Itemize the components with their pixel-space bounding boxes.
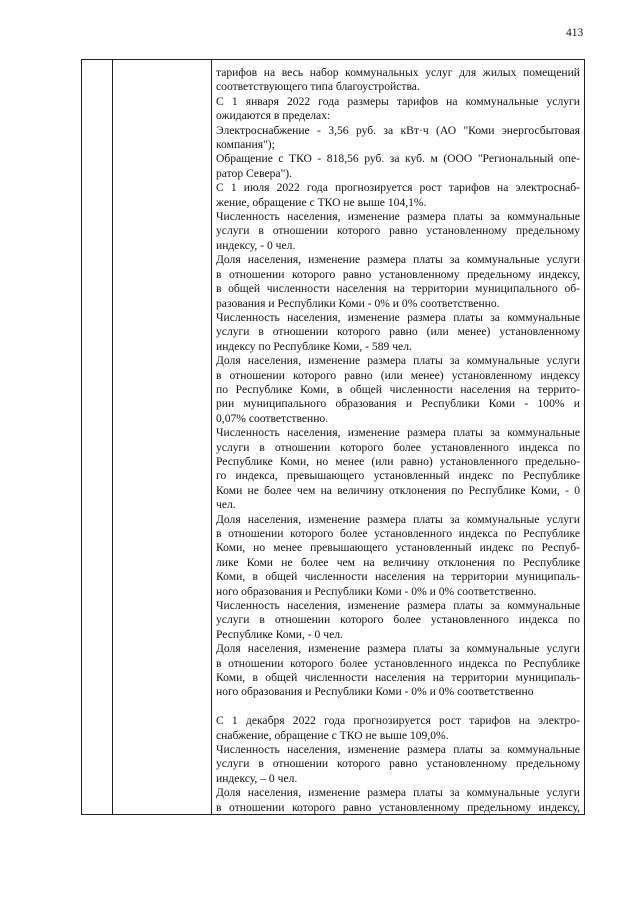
text-line: услуги в отношении которого более установленного индекса по <box>216 440 580 454</box>
text-line: Доля населения, изменение размера платы за коммунальные услуги <box>216 253 580 267</box>
blank-line <box>216 700 580 714</box>
text-line: в отношении которого более установленного индекса по Республике <box>216 656 580 670</box>
text-line: ного образования и Республики Коми - 0% и 0% соответственно <box>216 685 534 699</box>
page-number: 413 <box>566 27 584 39</box>
text-line: соответствующего типа благоустройства. <box>216 80 420 94</box>
text-line: услуги в отношении которого равно установленному предельному <box>216 757 580 771</box>
text-line: Доля населения, изменение размера платы за коммунальные услуги <box>216 512 580 526</box>
text-line: индексу, – 0 чел. <box>216 771 298 785</box>
text-line: го индекса, превышающего установленный индекс по Республике <box>216 469 580 483</box>
table-cell-text <box>216 66 580 815</box>
text-line: С 1 декабря 2022 года прогнозируется рост тарифов на электро- <box>216 714 580 728</box>
text-line: в отношении которого более установленного индекса по Республике <box>216 527 580 540</box>
text-line: рии муниципального образования и Республики Коми - 100% и <box>216 397 580 411</box>
text-line: Численность населения, изменение размера платы за коммунальные <box>216 743 580 757</box>
text-line: в общей численности населения на территории муниципального об- <box>216 282 580 296</box>
text-line: Доля населения, изменение размера платы за коммунальные услуги <box>216 642 580 656</box>
text-line: в отношении которого равно установленному предельному индексу, <box>216 800 580 814</box>
text-line: услуги в отношении которого более установленного индекса по <box>216 613 580 627</box>
text-line: Коми, но менее превышающего установленный индекс по Респуб- <box>216 541 580 555</box>
text-line: снабжение, обращение с ТКО не выше 109,0%. <box>216 728 449 742</box>
text-line: ожидаются в пределах: <box>216 109 331 123</box>
text-line: по Республике Коми, в общей численности населения на террито- <box>216 382 580 396</box>
text-line: Численность населения, изменение размера платы за коммунальные <box>216 210 580 224</box>
text-line: индексу по Республике Коми, - 589 чел. <box>216 339 412 353</box>
text-line: С 1 июля 2022 года прогнозируется рост тарифов на электроснаб- <box>216 181 580 195</box>
table-column-divider-2 <box>211 60 212 814</box>
text-line: Коми, в общей численности населения на территории муниципаль- <box>216 570 580 584</box>
text-line: Коми, в общей численности населения на территории муниципаль- <box>216 671 580 685</box>
text-line: ного образования и Республики Коми - 0% и 0% соответственно. <box>216 584 537 598</box>
text-line: лике Коми не более чем на величину отклонения по Республике <box>216 555 580 569</box>
text-line: в отношении которого равно (или менее) установленному индексу <box>216 368 580 382</box>
text-line: индексу, - 0 чел. <box>216 238 296 252</box>
text-line: услуги в отношении которого равно установленному предельному <box>216 224 580 238</box>
text-line: компания"); <box>216 138 275 152</box>
text-line: Обращение с ТКО - 818,56 руб. за куб. м (ООО "Региональный опе- <box>216 152 580 166</box>
text-line: услуги в отношении которого равно (или менее) установленному <box>216 325 580 339</box>
text-line: Доля населения, изменение размера платы за коммунальные услуги <box>216 354 580 368</box>
text-line: Численность населения, изменение размера платы за коммунальные <box>216 599 580 613</box>
table-column-divider-1 <box>112 60 113 814</box>
text-line: Республике Коми, - 0 чел. <box>216 627 343 641</box>
text-line: разования и Республики Коми - 0% и 0% соответственно. <box>216 296 500 310</box>
text-line: в отношении которого равно установленному предельному индексу, <box>216 267 580 281</box>
text-line: Коми не более чем на величину отклонения по Республике Коми, - 0 <box>216 483 580 497</box>
text-line: Электроснабжение - 3,56 руб. за кВт·ч (АО "Коми энергосбытовая <box>216 123 580 137</box>
text-line: Численность населения, изменение размера платы за коммунальные <box>216 426 580 440</box>
text-line: Численность населения, изменение размера платы за коммунальные <box>216 310 580 324</box>
text-line: тарифов на весь набор коммунальных услуг для жилых помещений <box>216 66 580 79</box>
table-border-left <box>81 60 82 814</box>
text-line: С 1 января 2022 года размеры тарифов на коммунальные услуги <box>216 94 580 108</box>
table-border-right <box>584 60 585 814</box>
document-table <box>81 59 585 815</box>
text-line: чел. <box>216 498 236 512</box>
text-line: ратор Севера"). <box>216 166 293 180</box>
text-line: 0,07% соответственно. <box>216 411 329 425</box>
text-line: Доля населения, изменение размера платы за коммунальные услуги <box>216 786 580 800</box>
text-line: Республике Коми, но менее (или равно) установленного предельно- <box>216 454 580 468</box>
text-line: жение, обращение с ТКО не выше 104,1%. <box>216 195 427 209</box>
